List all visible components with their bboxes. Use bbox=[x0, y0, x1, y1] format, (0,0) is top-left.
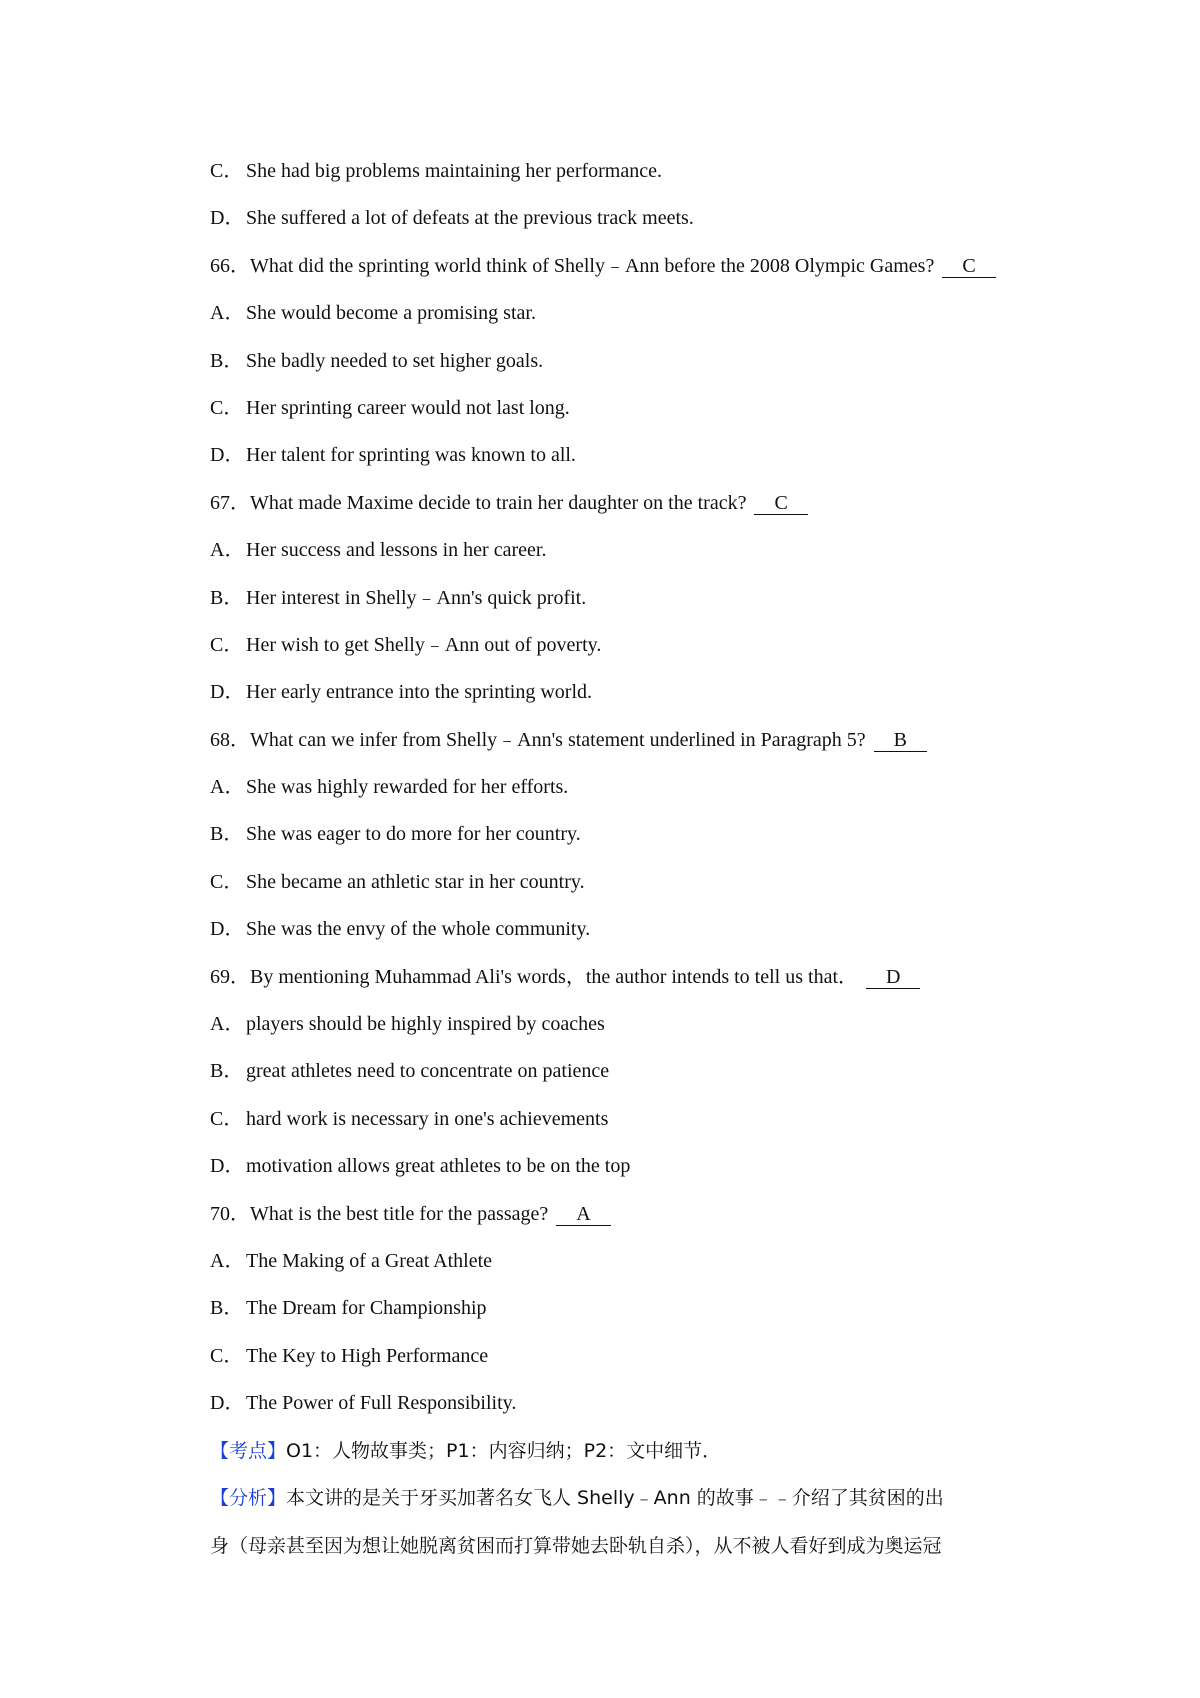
item-label: B． bbox=[210, 823, 244, 846]
option-line bbox=[210, 584, 1030, 631]
item-label: C． bbox=[210, 396, 244, 419]
item-label: C． bbox=[210, 633, 244, 656]
option-line bbox=[210, 441, 1030, 488]
item-text: What made Maxime decide to train her daughter on the track? bbox=[250, 491, 747, 514]
item-text: She was eager to do more for her country. bbox=[246, 823, 581, 846]
item-text: The Power of Full Responsibility. bbox=[246, 1392, 517, 1415]
item-text: The Key to High Performance bbox=[246, 1344, 489, 1367]
item-label: C． bbox=[210, 1107, 244, 1130]
item-label: D． bbox=[210, 1392, 245, 1415]
item-text: Her wish to get Shelly﹣Ann out of poverty. bbox=[246, 633, 602, 656]
item-text: What can we infer from Shelly﹣Ann's statement underlined in Paragraph 5? bbox=[250, 728, 866, 751]
option-line bbox=[210, 1010, 1030, 1057]
item-label: B． bbox=[210, 349, 244, 372]
option-line bbox=[210, 1389, 1030, 1436]
item-label: D． bbox=[210, 918, 245, 941]
item-text: She badly needed to set higher goals. bbox=[246, 349, 544, 372]
kaodian-line bbox=[210, 1437, 1040, 1484]
option-line bbox=[210, 1247, 1030, 1294]
option-line bbox=[210, 1152, 1030, 1199]
option-line bbox=[210, 536, 1030, 583]
item-text: She was the envy of the whole community. bbox=[246, 918, 591, 941]
item-text: She was highly rewarded for her efforts. bbox=[246, 776, 569, 799]
question-stem bbox=[210, 1200, 1030, 1247]
fenxi-text-2: 身（母亲甚至因为想让她脱离贫困而打算带她去卧轨自杀），从不被人看好到成为奥运冠 bbox=[210, 1534, 942, 1557]
answer-blank: C bbox=[942, 255, 995, 278]
item-text: What did the sprinting world think of Shelly﹣Ann before the 2008 Olympic Games? bbox=[250, 254, 935, 277]
option-line bbox=[210, 1342, 1030, 1389]
item-text: great athletes need to concentrate on patience bbox=[246, 1060, 610, 1083]
item-text: motivation allows great athletes to be on the top bbox=[246, 1155, 631, 1178]
item-text: The Dream for Championship bbox=[246, 1297, 487, 1320]
question-stem bbox=[210, 726, 1030, 773]
fenxi-line-2 bbox=[210, 1532, 1040, 1579]
item-text: She suffered a lot of defeats at the previous track meets. bbox=[246, 207, 694, 230]
item-label: A． bbox=[210, 1249, 245, 1272]
item-text: Her talent for sprinting was known to all. bbox=[246, 444, 576, 467]
option-line bbox=[210, 204, 1030, 251]
option-line bbox=[210, 1294, 1030, 1341]
option-line bbox=[210, 347, 1030, 394]
item-text: By mentioning Muhammad Ali's words，the author intends to tell us that． bbox=[250, 965, 858, 988]
item-label: 68． bbox=[210, 728, 250, 751]
option-line bbox=[210, 631, 1030, 678]
item-label: D． bbox=[210, 444, 245, 467]
question-stem bbox=[210, 963, 1030, 1010]
answer-blank: B bbox=[874, 729, 927, 752]
answer-blank: A bbox=[556, 1203, 610, 1226]
question-stem bbox=[210, 252, 1030, 299]
item-label: B． bbox=[210, 586, 244, 609]
item-label: A． bbox=[210, 776, 245, 799]
item-label: 67． bbox=[210, 491, 250, 514]
fenxi-text-1: 本文讲的是关于牙买加著名女飞人 Shelly﹣Ann 的故事﹣﹣介绍了其贫困的出 bbox=[286, 1487, 944, 1510]
item-label: A． bbox=[210, 539, 245, 562]
item-label: B． bbox=[210, 1297, 244, 1320]
item-label: B． bbox=[210, 1060, 244, 1083]
item-text: players should be highly inspired by coaches bbox=[246, 1013, 605, 1036]
option-line bbox=[210, 915, 1030, 962]
fenxi-line bbox=[210, 1484, 1040, 1531]
item-label: A． bbox=[210, 302, 245, 325]
item-text: She became an athletic star in her country. bbox=[246, 870, 585, 893]
option-line bbox=[210, 394, 1030, 441]
item-label: 70． bbox=[210, 1202, 250, 1225]
item-label: A． bbox=[210, 1013, 245, 1036]
item-label: C． bbox=[210, 160, 244, 182]
option-line bbox=[210, 157, 1030, 204]
item-text: What is the best title for the passage? bbox=[250, 1202, 549, 1225]
kaodian-text: O1：人物故事类；P1：内容归纳；P2：文中细节． bbox=[286, 1440, 722, 1462]
kaodian-tag: 【考点】 bbox=[210, 1440, 287, 1462]
option-line bbox=[210, 1057, 1030, 1104]
item-text: She had big problems maintaining her performance. bbox=[246, 160, 662, 182]
item-text: Her success and lessons in her career. bbox=[246, 539, 547, 562]
option-line bbox=[210, 820, 1030, 867]
item-text: Her early entrance into the sprinting world. bbox=[246, 681, 592, 704]
option-line bbox=[210, 678, 1030, 725]
fenxi-tag: 【分析】 bbox=[210, 1487, 287, 1510]
item-text: Her interest in Shelly﹣Ann's quick profit. bbox=[246, 586, 587, 609]
item-label: D． bbox=[210, 1155, 245, 1178]
answer-blank: C bbox=[754, 492, 807, 515]
option-line bbox=[210, 868, 1030, 915]
item-label: C． bbox=[210, 1344, 244, 1367]
item-label: C． bbox=[210, 870, 244, 893]
item-label: D． bbox=[210, 207, 245, 230]
document-page bbox=[210, 157, 1030, 1437]
option-line bbox=[210, 773, 1030, 820]
item-label: 66． bbox=[210, 254, 250, 277]
answer-blank: D bbox=[866, 966, 920, 989]
item-text: Her sprinting career would not last long. bbox=[246, 396, 570, 419]
item-label: 69． bbox=[210, 965, 250, 988]
option-line bbox=[210, 1105, 1030, 1152]
item-text: hard work is necessary in one's achievements bbox=[246, 1107, 609, 1130]
question-stem bbox=[210, 489, 1030, 536]
option-line bbox=[210, 299, 1030, 346]
item-text: She would become a promising star. bbox=[246, 302, 536, 325]
item-label: D． bbox=[210, 681, 245, 704]
item-text: The Making of a Great Athlete bbox=[246, 1249, 493, 1272]
